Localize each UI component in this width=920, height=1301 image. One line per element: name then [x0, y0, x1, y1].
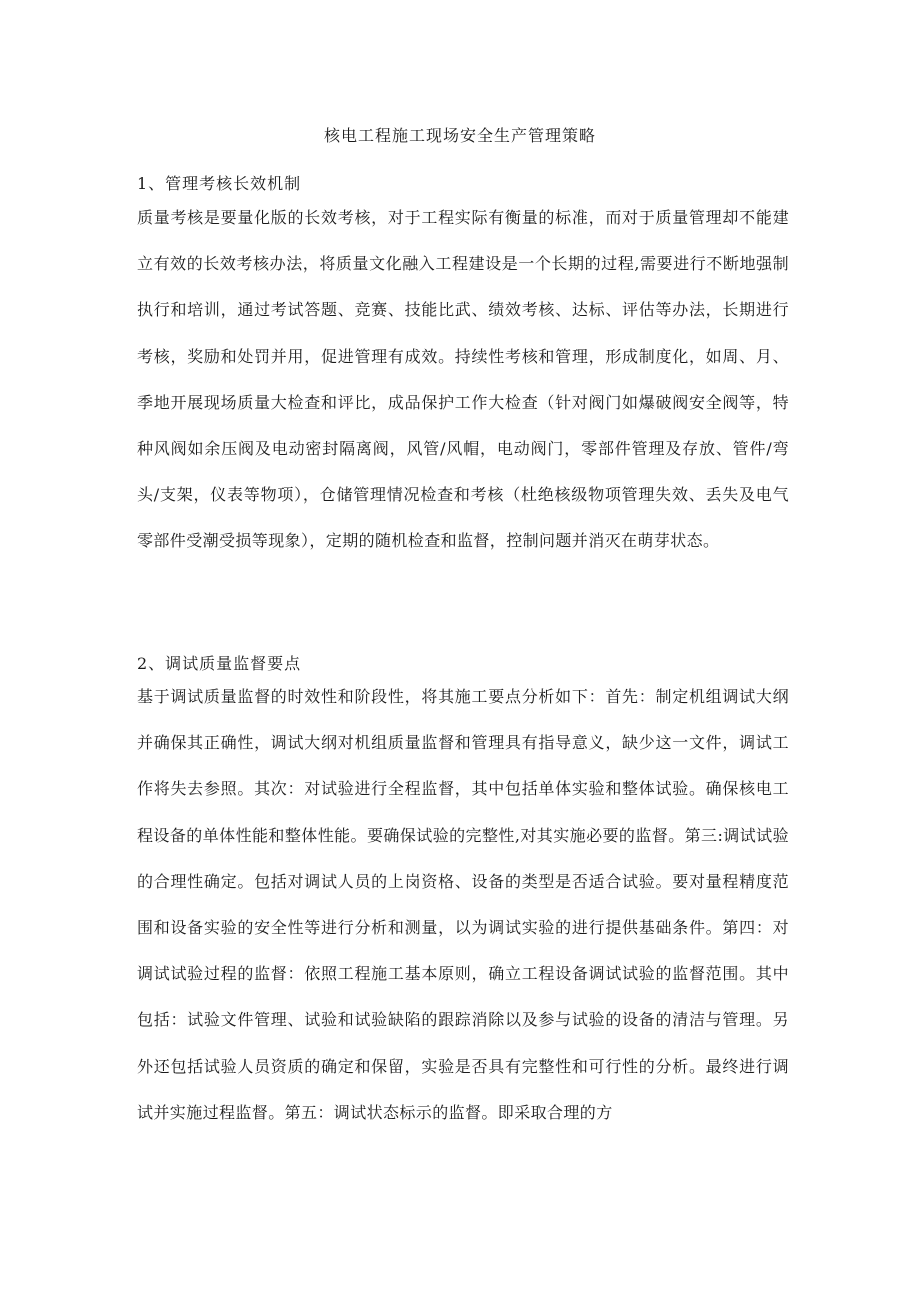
- section-1-paragraph: 质量考核是要量化版的长效考核，对于工程实际有衡量的标准，而对于质量管理却不能建立有效的长效考核办法，将质量文化融入工程建设是一个长期的过程,需要进行不断地强制执行和培训，通过考试答题、竞赛、技能比武、绩效考核、达标、评估等办法，长期进行考核，奖励和处罚并用，促进管理有成效。持续性考核和管理，形成制度化，如周、月、季地开展现场质量大检查和评比，成品保护工作大检查（针对阀门如爆破阀安全阀等，特种风阀如余压阀及电动密封隔离阀，风管/风帽，电动阀门，零部件管理及存放、管件/弯头/支架，仪表等物项），仓储管理情况检查和考核（杜绝核级物项管理失效、丢失及电气零部件受潮受损等现象），定期的随机检查和监督，控制问题并消灭在萌芽状态。: [137, 208, 789, 551]
- section-2-heading: 2、调试质量监督要点: [137, 654, 302, 673]
- document-title: 核电工程施工现场安全生产管理策略: [323, 126, 596, 145]
- section-1-heading: 1、管理考核长效机制: [137, 174, 302, 193]
- section-2-paragraph: 基于调试质量监督的时效性和阶段性，将其施工要点分析如下：首先：制定机组调试大纲并确保其正确性，调试大纲对机组质量监督和管理具有指导意义，缺少这一文件，调试工作将失去参照。其次：对试验进行全程监督，其中包括单体实验和整体试验。确保核电工程设备的单体性能和整体性能。要确保试验的完整性,对其实施必要的监督。第三:调试试验的合理性确定。包括对调试人员的上岗资格、设备的类型是否适合试验。要对量程精度范围和设备实验的安全性等进行分析和测量，以为调试实验的进行提供基础条件。第四：对调试试验过程的监督：依照工程施工基本原则，确立工程设备调试试验的监督范围。其中包括：试验文件管理、试验和试验缺陷的跟踪消除以及参与试验的设备的清洁与管理。另外还包括试验人员资质的确定和保留，实验是否具有完整性和可行性的分析。最终进行调试并实施过程监督。第五：调试状态标示的监督。即采取合理的方: [137, 687, 789, 1122]
